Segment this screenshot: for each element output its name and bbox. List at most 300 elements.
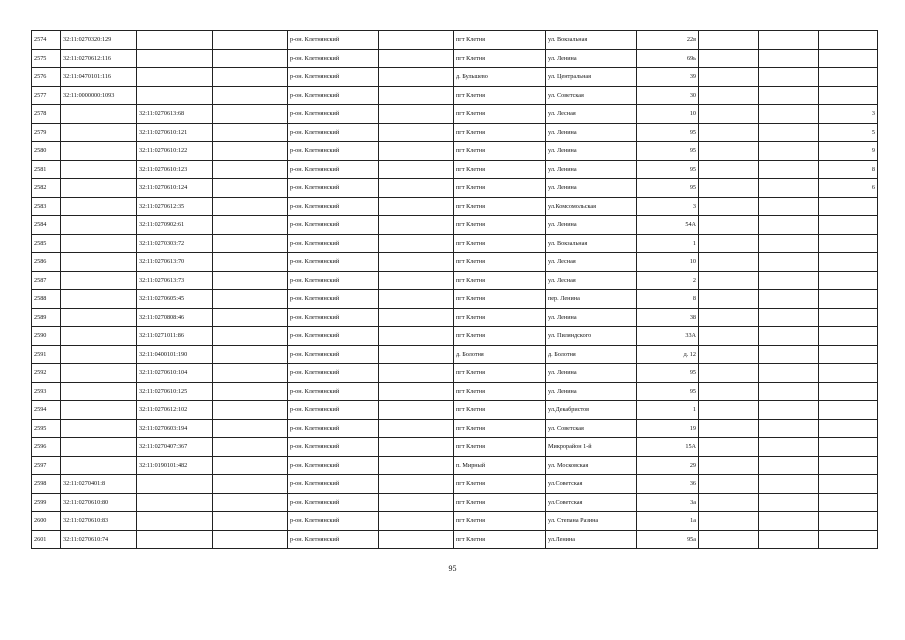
table-cell: ул.Комсомольская [546, 197, 637, 216]
table-cell: 19 [637, 419, 699, 438]
table-cell [61, 438, 137, 457]
table-cell [699, 68, 759, 87]
table-cell [379, 345, 454, 364]
table-cell: ул. Ленина [546, 216, 637, 235]
table-cell: ул. Советская [546, 86, 637, 105]
table-cell [759, 290, 819, 309]
table-cell [213, 530, 288, 549]
table-cell [699, 86, 759, 105]
table-row [32, 31, 878, 50]
table-cell [61, 253, 137, 272]
table-cell: пгт Клетня [454, 530, 546, 549]
table-cell: 2599 [32, 493, 61, 512]
table-cell: 8 [819, 160, 878, 179]
table-cell [213, 49, 288, 68]
table-cell: 32:11:0400101:190 [137, 345, 213, 364]
table-cell [379, 234, 454, 253]
table-cell: ул.Декабристов [546, 401, 637, 420]
table-cell [379, 179, 454, 198]
table-cell: 2595 [32, 419, 61, 438]
table-cell: 2596 [32, 438, 61, 457]
table-cell: 2584 [32, 216, 61, 235]
table-cell: 32:11:0270613:73 [137, 271, 213, 290]
table-cell: 2594 [32, 401, 61, 420]
table-cell [699, 123, 759, 142]
table-cell [61, 456, 137, 475]
table-cell: р-он. Клетнянский [288, 456, 379, 475]
table-cell [819, 308, 878, 327]
table-cell: д. Бульшево [454, 68, 546, 87]
table-cell: р-он. Клетнянский [288, 234, 379, 253]
table-cell [379, 68, 454, 87]
table-row [32, 142, 878, 161]
table-cell [819, 31, 878, 50]
table-cell: пгт Клетня [454, 438, 546, 457]
table-cell [213, 419, 288, 438]
table-cell [819, 401, 878, 420]
table-cell [759, 530, 819, 549]
table-cell: 29 [637, 456, 699, 475]
table-cell [759, 271, 819, 290]
table-cell: 32:11:0270603:194 [137, 419, 213, 438]
table-cell: 1а [637, 512, 699, 531]
table-cell: 39 [637, 68, 699, 87]
table-cell [699, 308, 759, 327]
page-number: 95 [448, 564, 457, 573]
table-cell: 32:11:0270320:129 [61, 31, 137, 50]
table-cell: р-он. Клетнянский [288, 86, 379, 105]
table-cell [699, 456, 759, 475]
table-cell: р-он. Клетнянский [288, 345, 379, 364]
table-row [32, 179, 878, 198]
table-cell: пгт Клетня [454, 308, 546, 327]
table-cell: 2587 [32, 271, 61, 290]
table-cell: пгт Клетня [454, 475, 546, 494]
table-cell [759, 456, 819, 475]
table-cell: ул. Лесная [546, 105, 637, 124]
table-cell: ул.Советская [546, 475, 637, 494]
table-cell: ул.Ленина [546, 530, 637, 549]
table-cell: 15А [637, 438, 699, 457]
table-cell: ул. Лесная [546, 253, 637, 272]
table-cell: 2593 [32, 382, 61, 401]
table-cell: пгт Клетня [454, 253, 546, 272]
table-cell [61, 105, 137, 124]
table-cell: р-он. Клетнянский [288, 160, 379, 179]
table-cell [819, 253, 878, 272]
table-cell: 36 [637, 475, 699, 494]
table-cell: р-он. Клетнянский [288, 271, 379, 290]
table-cell [759, 216, 819, 235]
table-cell: 32:11:0270610:80 [61, 493, 137, 512]
table-cell: р-он. Клетнянский [288, 197, 379, 216]
table-cell [819, 438, 878, 457]
table-cell [699, 327, 759, 346]
table-cell: ул.Советская [546, 493, 637, 512]
table-cell [61, 216, 137, 235]
table-cell [213, 253, 288, 272]
table-cell [213, 105, 288, 124]
table-cell: 32:11:0270610:124 [137, 179, 213, 198]
table-cell [759, 253, 819, 272]
table-cell [213, 512, 288, 531]
table-cell [61, 160, 137, 179]
table-cell [379, 123, 454, 142]
table-cell: 32:11:0270407:367 [137, 438, 213, 457]
table-row [32, 345, 878, 364]
table-cell [213, 327, 288, 346]
table-cell: д. 12 [637, 345, 699, 364]
table-cell: ул. Вокзальная [546, 31, 637, 50]
table-cell [699, 438, 759, 457]
table-cell [379, 308, 454, 327]
table-row [32, 512, 878, 531]
table-cell: р-он. Клетнянский [288, 364, 379, 383]
table-cell [759, 123, 819, 142]
table-row [32, 382, 878, 401]
table-cell: р-он. Клетнянский [288, 530, 379, 549]
property-table [31, 30, 878, 549]
table-cell [61, 271, 137, 290]
table-row [32, 160, 878, 179]
table-cell: 32:11:0000000:1093 [61, 86, 137, 105]
table-cell: пгт Клетня [454, 105, 546, 124]
table-cell: 95 [637, 382, 699, 401]
table-cell: пгт Клетня [454, 364, 546, 383]
table-cell: пгт Клетня [454, 290, 546, 309]
table-row [32, 419, 878, 438]
table-cell: ул. Ленина [546, 160, 637, 179]
table-cell: 5 [819, 123, 878, 142]
table-cell [379, 419, 454, 438]
table-cell: 32:11:0270612:35 [137, 197, 213, 216]
table-cell [213, 401, 288, 420]
table-cell: 2574 [32, 31, 61, 50]
table-cell [61, 123, 137, 142]
table-cell [699, 419, 759, 438]
table-cell [137, 475, 213, 494]
table-cell: 2586 [32, 253, 61, 272]
table-cell [61, 401, 137, 420]
table-cell [699, 382, 759, 401]
table-cell [61, 308, 137, 327]
table-cell: р-он. Клетнянский [288, 382, 379, 401]
table-cell [213, 86, 288, 105]
table-cell: ул. Советская [546, 419, 637, 438]
table-cell [699, 345, 759, 364]
table-cell: 2578 [32, 105, 61, 124]
table-cell [699, 290, 759, 309]
table-cell: ул. Ленина [546, 49, 637, 68]
table-cell: пгт Клетня [454, 271, 546, 290]
table-cell [61, 419, 137, 438]
table-cell [759, 49, 819, 68]
table-cell [759, 68, 819, 87]
table-row [32, 438, 878, 457]
table-cell: 2592 [32, 364, 61, 383]
table-cell: 1 [637, 401, 699, 420]
table-cell: р-он. Клетнянский [288, 401, 379, 420]
table-cell: р-он. Клетнянский [288, 253, 379, 272]
table-cell [759, 327, 819, 346]
table-body [32, 31, 878, 549]
table-cell: пгт Клетня [454, 327, 546, 346]
table-cell: 3а [637, 493, 699, 512]
table-cell [759, 142, 819, 161]
table-cell [213, 290, 288, 309]
table-cell: 32:11:0270303:72 [137, 234, 213, 253]
table-cell [699, 142, 759, 161]
table-cell: пгт Клетня [454, 49, 546, 68]
table-cell: 95 [637, 142, 699, 161]
table-cell: 54А [637, 216, 699, 235]
table-row [32, 271, 878, 290]
table-cell [213, 31, 288, 50]
table-cell: 2577 [32, 86, 61, 105]
table-cell [699, 31, 759, 50]
table-row [32, 86, 878, 105]
table-cell [699, 271, 759, 290]
table-cell: 2583 [32, 197, 61, 216]
table-cell: р-он. Клетнянский [288, 512, 379, 531]
table-cell: 32:11:0270612:116 [61, 49, 137, 68]
table-cell [379, 253, 454, 272]
table-cell [61, 345, 137, 364]
table-cell: 2575 [32, 49, 61, 68]
table-cell: пгт Клетня [454, 234, 546, 253]
table-cell [699, 530, 759, 549]
table-cell [213, 179, 288, 198]
table-cell: д. Болотня [546, 345, 637, 364]
table-row [32, 253, 878, 272]
table-cell [213, 493, 288, 512]
table-cell: пгт Клетня [454, 419, 546, 438]
table-cell [137, 68, 213, 87]
table-cell: 10 [637, 105, 699, 124]
table-cell: ул. Вокзальная [546, 234, 637, 253]
table-cell [379, 290, 454, 309]
table-cell: ул. Степана Разина [546, 512, 637, 531]
table-cell [213, 308, 288, 327]
table-cell: 2591 [32, 345, 61, 364]
table-cell: 32:11:0270613:68 [137, 105, 213, 124]
table-cell [379, 216, 454, 235]
table-cell [759, 160, 819, 179]
table-cell [759, 364, 819, 383]
table-cell [379, 364, 454, 383]
table-cell: ул. Ленина [546, 382, 637, 401]
table-cell [699, 179, 759, 198]
table-cell [699, 49, 759, 68]
table-cell: 32:11:0470101:116 [61, 68, 137, 87]
table-cell [759, 308, 819, 327]
table-cell: 10 [637, 253, 699, 272]
table-cell [759, 345, 819, 364]
table-cell: пер. Ленина [546, 290, 637, 309]
table-cell [379, 49, 454, 68]
table-cell: 3 [637, 197, 699, 216]
table-cell: пгт Клетня [454, 86, 546, 105]
table-cell [213, 197, 288, 216]
table-cell [819, 419, 878, 438]
table-cell [819, 327, 878, 346]
table-cell: р-он. Клетнянский [288, 123, 379, 142]
table-cell [213, 216, 288, 235]
table-cell [379, 160, 454, 179]
table-cell: р-он. Клетнянский [288, 475, 379, 494]
table-cell: 32:11:0270610:74 [61, 530, 137, 549]
table-cell [759, 493, 819, 512]
table-cell: пгт Клетня [454, 512, 546, 531]
table-cell: 32:11:0270902:61 [137, 216, 213, 235]
table-cell [61, 290, 137, 309]
table-cell: 95 [637, 179, 699, 198]
table-cell: пгт Клетня [454, 382, 546, 401]
table-row [32, 123, 878, 142]
table-cell: р-он. Клетнянский [288, 493, 379, 512]
table-cell [379, 271, 454, 290]
table-cell [379, 197, 454, 216]
table-cell [699, 401, 759, 420]
table-cell: 32:11:0271011:86 [137, 327, 213, 346]
table-cell: пгт Клетня [454, 197, 546, 216]
table-cell: пгт Клетня [454, 142, 546, 161]
table-cell [759, 382, 819, 401]
table-cell [819, 290, 878, 309]
table-cell [819, 68, 878, 87]
table-cell [213, 456, 288, 475]
table-row [32, 197, 878, 216]
table-cell [137, 512, 213, 531]
table-cell [699, 475, 759, 494]
table-row [32, 401, 878, 420]
table-cell: 32:11:0270613:70 [137, 253, 213, 272]
table-cell: ул. Ленина [546, 364, 637, 383]
table-cell: 69ь [637, 49, 699, 68]
table-cell [759, 512, 819, 531]
table-cell [819, 364, 878, 383]
table-cell [379, 438, 454, 457]
table-cell: 2582 [32, 179, 61, 198]
table-cell: 2581 [32, 160, 61, 179]
table-cell [819, 345, 878, 364]
table-cell: 2590 [32, 327, 61, 346]
table-cell: 6 [819, 179, 878, 198]
table-cell [819, 86, 878, 105]
table-cell [379, 401, 454, 420]
table-row [32, 456, 878, 475]
table-cell: пгт Клетня [454, 160, 546, 179]
table-cell: р-он. Клетнянский [288, 290, 379, 309]
table-cell [699, 216, 759, 235]
table-cell [379, 456, 454, 475]
table-cell [61, 142, 137, 161]
table-cell [759, 475, 819, 494]
table-cell [819, 475, 878, 494]
table-cell: р-он. Клетнянский [288, 49, 379, 68]
table-cell: р-он. Клетнянский [288, 179, 379, 198]
table-cell [213, 475, 288, 494]
table-cell: р-он. Клетнянский [288, 142, 379, 161]
table-cell [819, 49, 878, 68]
table-cell [699, 234, 759, 253]
table-row [32, 308, 878, 327]
table-row [32, 105, 878, 124]
table-cell [819, 382, 878, 401]
table-cell [213, 68, 288, 87]
table-cell [759, 105, 819, 124]
table-cell [137, 31, 213, 50]
table-cell [759, 86, 819, 105]
table-cell: 38 [637, 308, 699, 327]
table-cell [379, 31, 454, 50]
table-cell [759, 438, 819, 457]
table-cell: 32:11:0270401:8 [61, 475, 137, 494]
table-row [32, 216, 878, 235]
table-cell: р-он. Клетнянский [288, 216, 379, 235]
table-cell: ул. Ленина [546, 123, 637, 142]
table-cell [213, 160, 288, 179]
table-cell [61, 382, 137, 401]
table-cell [819, 216, 878, 235]
table-cell: 30 [637, 86, 699, 105]
table-cell: 3 [819, 105, 878, 124]
table-cell [137, 86, 213, 105]
table-cell: 32:11:0270610:125 [137, 382, 213, 401]
table-row [32, 475, 878, 494]
table-cell [759, 179, 819, 198]
table-cell [379, 327, 454, 346]
table-cell [819, 530, 878, 549]
table-cell: р-он. Клетнянский [288, 68, 379, 87]
table-cell [699, 197, 759, 216]
table-cell [137, 493, 213, 512]
table-cell: пгт Клетня [454, 179, 546, 198]
table-cell: 9 [819, 142, 878, 161]
table-cell [379, 105, 454, 124]
table-cell [819, 234, 878, 253]
table-cell: ул. Центральная [546, 68, 637, 87]
table-cell [819, 512, 878, 531]
table-cell [213, 123, 288, 142]
table-cell: 2576 [32, 68, 61, 87]
table-cell: пгт Клетня [454, 401, 546, 420]
table-cell: р-он. Клетнянский [288, 308, 379, 327]
table-cell: 2589 [32, 308, 61, 327]
table-cell [213, 234, 288, 253]
table-cell [819, 271, 878, 290]
table-cell [759, 419, 819, 438]
table-cell: 32:11:0270610:123 [137, 160, 213, 179]
table-cell: 2585 [32, 234, 61, 253]
table-cell: 32:11:0270612:102 [137, 401, 213, 420]
table-cell [379, 512, 454, 531]
table-cell [819, 456, 878, 475]
table-row [32, 290, 878, 309]
table-cell [379, 493, 454, 512]
table-cell: ул. Московская [546, 456, 637, 475]
table-cell: 32:11:0270610:83 [61, 512, 137, 531]
table-cell [213, 142, 288, 161]
table-cell: д. Болотня [454, 345, 546, 364]
table-cell [759, 401, 819, 420]
table-cell: 2598 [32, 475, 61, 494]
table-cell: ул. Ленина [546, 308, 637, 327]
table-cell: 2 [637, 271, 699, 290]
table-cell: 2579 [32, 123, 61, 142]
table-cell [759, 234, 819, 253]
table-row [32, 530, 878, 549]
